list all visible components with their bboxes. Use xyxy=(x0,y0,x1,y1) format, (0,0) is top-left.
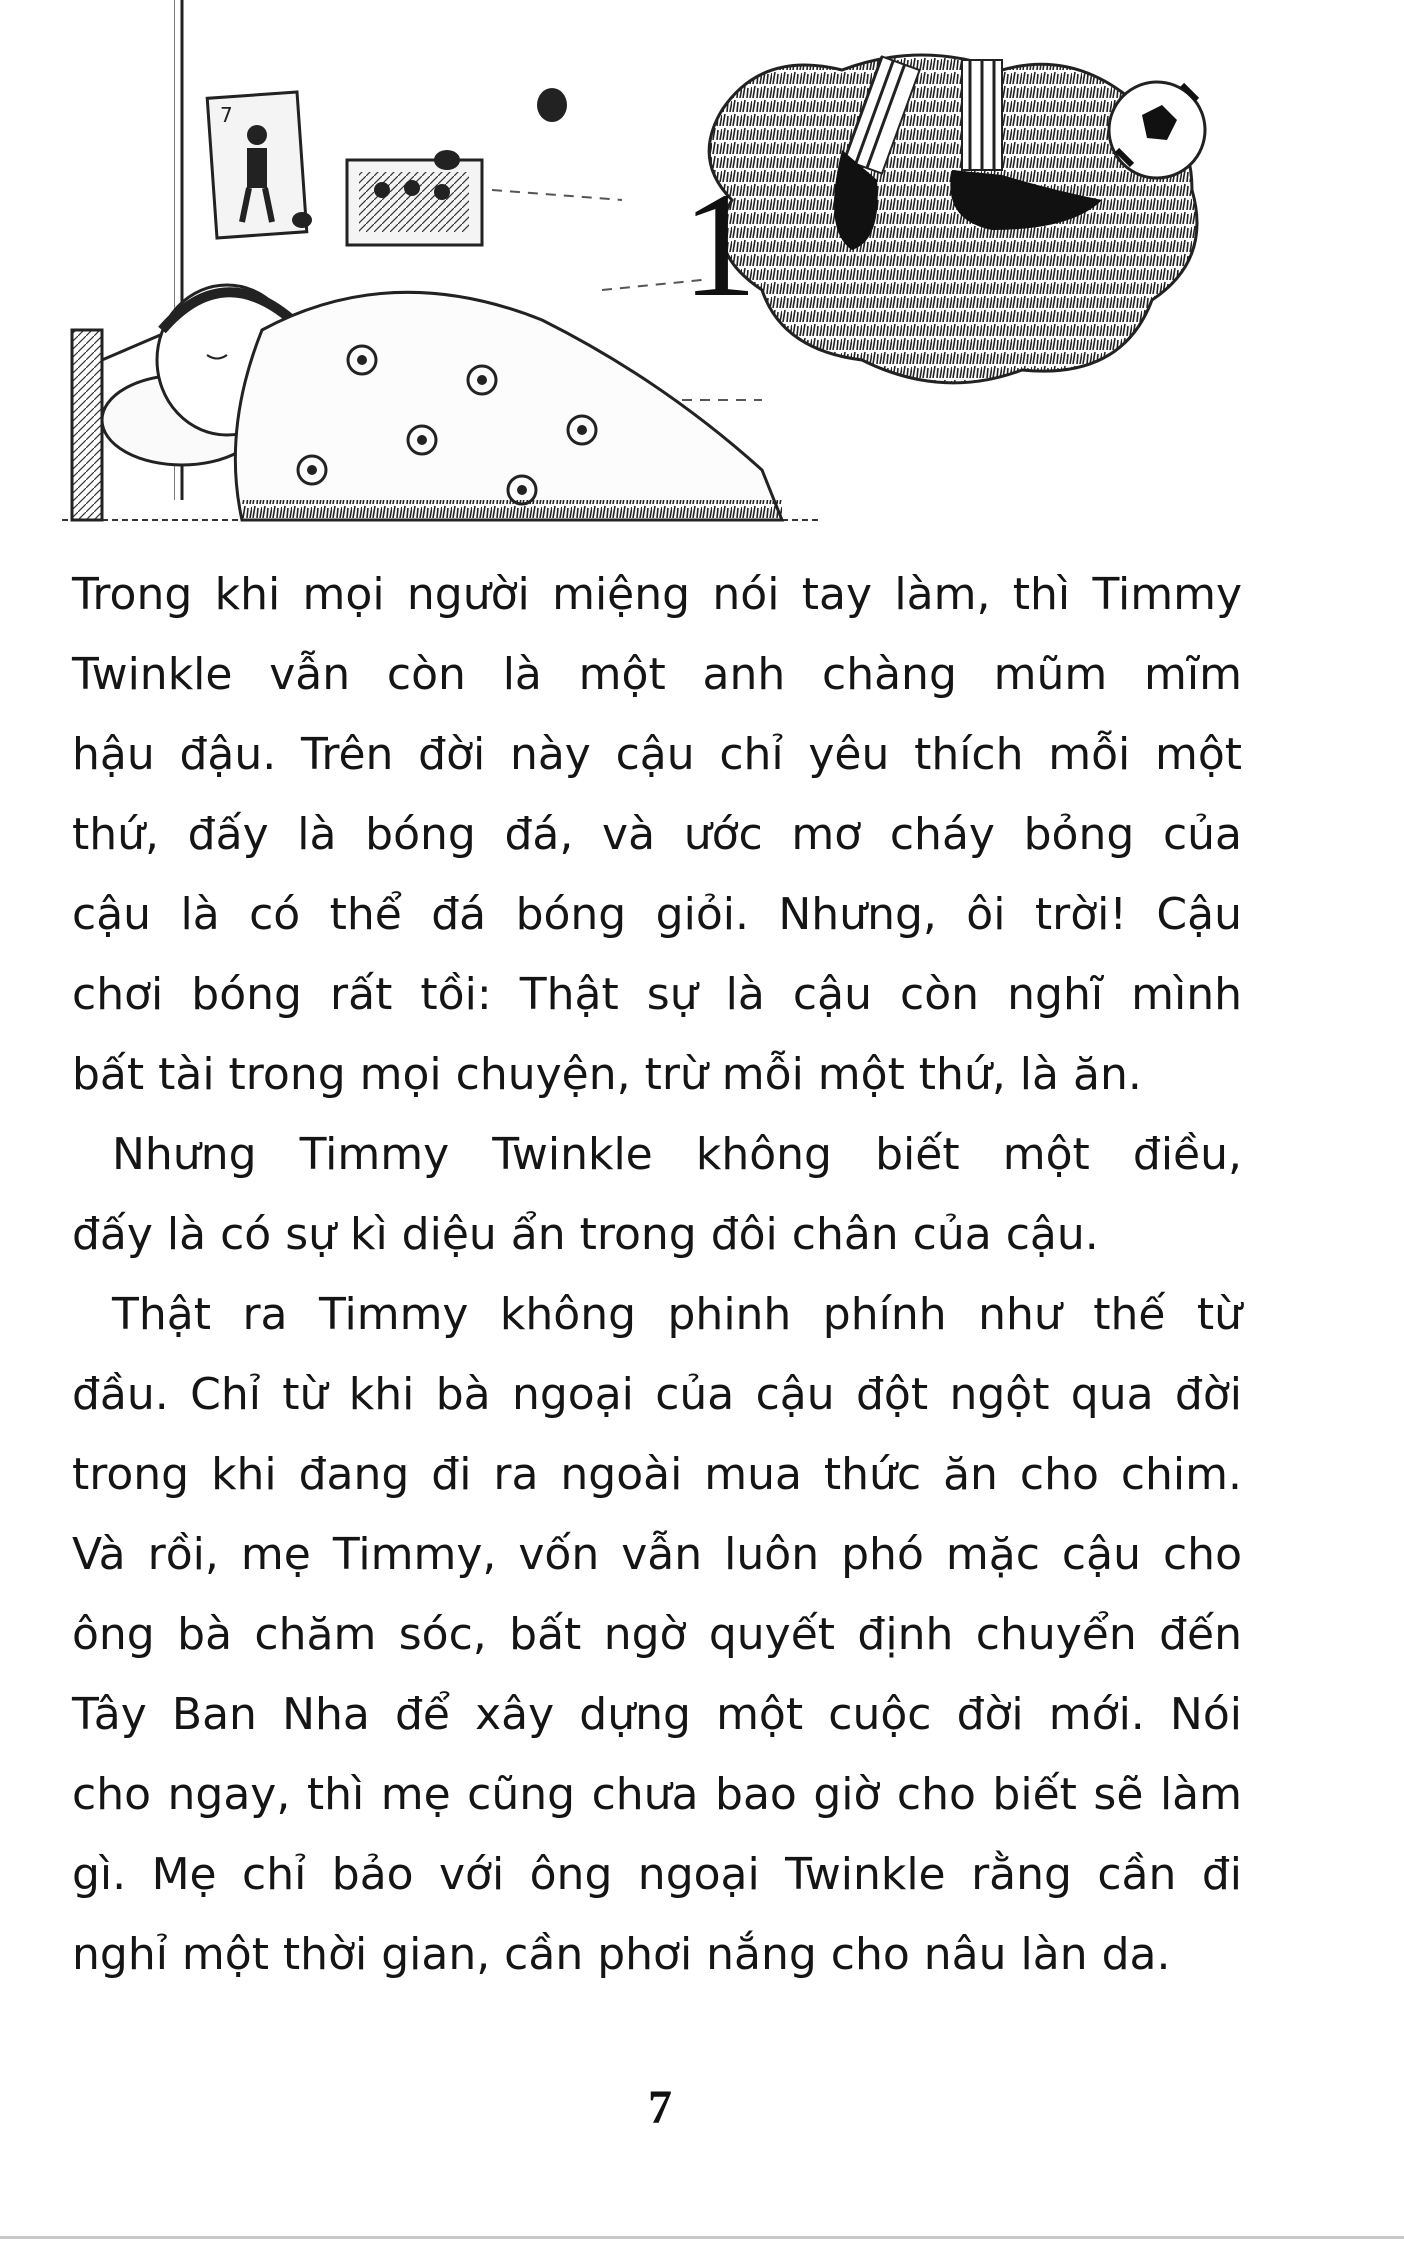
text-line: Nhưng Timmy Twinkle không biết một điều, xyxy=(112,1129,1242,1180)
paragraph-1 xyxy=(72,555,1242,1115)
text-line: Twinkle vẫn còn là một anh chàng mũm mĩm xyxy=(72,649,1242,700)
text-line: cậu là có thể đá bóng giỏi. Nhưng, ôi trời! Cậu xyxy=(72,889,1242,940)
text-line: đầu. Chỉ từ khi bà ngoại của cậu đột ngột qua đời xyxy=(72,1369,1242,1420)
text-line: Trong khi mọi người miệng nói tay làm, thì Timmy xyxy=(72,569,1242,620)
text-line: trong khi đang đi ra ngoài mua thức ăn cho chim. xyxy=(72,1449,1242,1500)
text-line: đấy là có sự kì diệu ẩn trong đôi chân của cậu. xyxy=(72,1209,1099,1260)
paragraph-2 xyxy=(72,1115,1242,1275)
text-line: Và rồi, mẹ Timmy, vốn vẫn luôn phó mặc cậu cho xyxy=(72,1529,1242,1580)
chapter-number: 1 xyxy=(682,162,757,328)
svg-text:7: 7 xyxy=(220,103,233,127)
text-line: cho ngay, thì mẹ cũng chưa bao giờ cho biết sẽ làm xyxy=(72,1769,1242,1820)
text-line: hậu đậu. Trên đời này cậu chỉ yêu thích mỗi một xyxy=(72,729,1242,780)
text-line: ông bà chăm sóc, bất ngờ quyết định chuyển đến xyxy=(72,1609,1242,1660)
text-line: gì. Mẹ chỉ bảo với ông ngoại Twinkle rằng cần đi xyxy=(72,1849,1242,1900)
dream-cloud xyxy=(709,55,1205,383)
text-line: nghỉ một thời gian, cần phơi nắng cho nâu làn da. xyxy=(72,1929,1171,1980)
chapter-illustration xyxy=(62,0,1342,540)
paragraph-3 xyxy=(72,1275,1242,1995)
story-text xyxy=(72,555,1242,1995)
page-number: 7 xyxy=(648,2081,672,2134)
text-line: chơi bóng rất tồi: Thật sự là cậu còn nghĩ mình xyxy=(72,969,1242,1020)
text-line: Tây Ban Nha để xây dựng một cuộc đời mới. Nói xyxy=(72,1689,1242,1740)
team-photo-frame xyxy=(347,160,482,245)
player-photo-frame xyxy=(207,92,307,238)
text-line: Thật ra Timmy không phinh phính như thế từ xyxy=(112,1289,1242,1340)
text-line: bất tài trong mọi chuyện, trừ mỗi một thứ, là ăn. xyxy=(72,1049,1142,1100)
page-bottom-edge xyxy=(0,2236,1404,2239)
text-line: thứ, đấy là bóng đá, và ước mơ cháy bỏng của xyxy=(72,809,1242,860)
